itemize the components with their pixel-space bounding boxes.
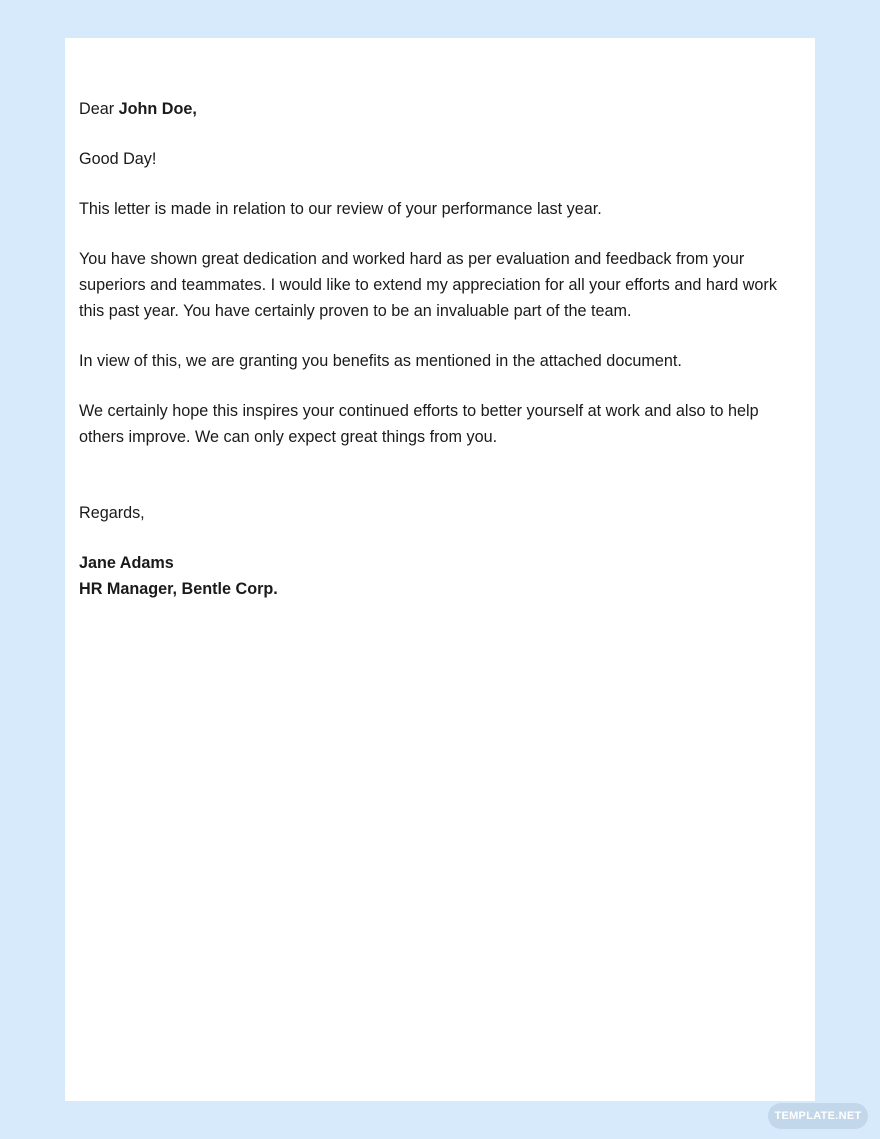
salutation-prefix: Dear: [79, 100, 119, 118]
letter-body: [79, 96, 799, 602]
recipient-name: John Doe,: [118, 100, 197, 118]
paragraph-appreciation: You have shown great dedication and worked hard as per evaluation and feedback from your superiors and teammates. I would like to extend my appreciation for all your efforts and hard work this past year. You have certainly proven to be an invaluable part of the team.: [79, 250, 777, 320]
signature-title: HR Manager, Bentle Corp.: [79, 580, 278, 598]
paragraph-benefits: In view of this, we are granting you benefits as mentioned in the attached document.: [79, 352, 682, 370]
paragraph-hope: We certainly hope this inspires your continued efforts to better yourself at work and also to help others improve. We can only expect great things from you.: [79, 402, 759, 446]
salutation: [79, 96, 799, 122]
signature-name: Jane Adams: [79, 554, 174, 572]
paragraph-intro: This letter is made in relation to our review of your performance last year.: [79, 200, 602, 218]
closing: Regards,: [79, 504, 145, 522]
letter-page: [65, 38, 815, 1101]
greeting: Good Day!: [79, 150, 157, 168]
signature-block: [79, 550, 799, 602]
template-net-watermark: TEMPLATE.NET: [768, 1103, 868, 1129]
